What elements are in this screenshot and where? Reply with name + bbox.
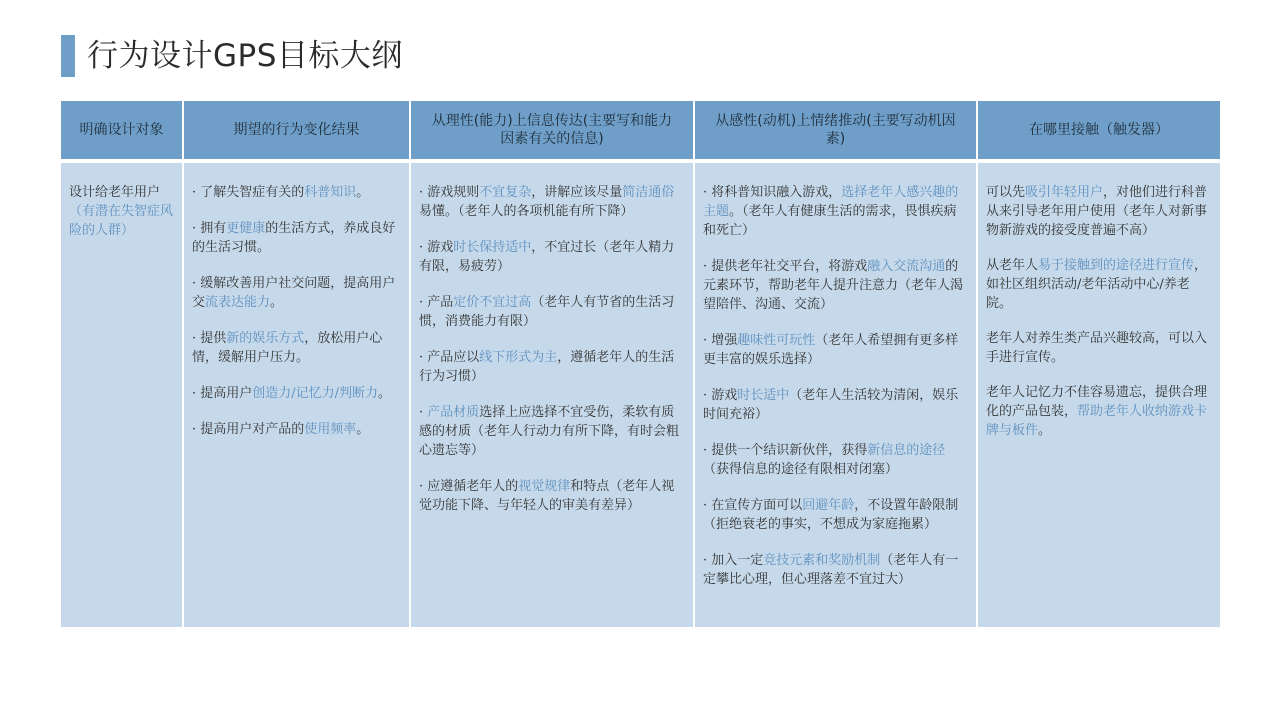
item-text: · 产品 <box>419 295 454 310</box>
item-text: ，放松用户心情，缓解用户压力。 <box>192 331 383 365</box>
highlight-text: 新信息的途径 <box>867 443 946 458</box>
highlight-text: 易于接触到的途径进行宣传 <box>1038 258 1195 273</box>
item-text: 。（老年人有健康生活的需求，畏惧疾病和死亡） <box>703 204 957 238</box>
highlight-text: 产品材质 <box>427 405 480 420</box>
target-user-note: （有潜在失智症风险的人群） <box>69 204 174 238</box>
list-item <box>192 329 401 367</box>
list-item <box>986 329 1212 367</box>
item-text: · 游戏 <box>419 240 454 255</box>
item-text: ，对他们进行科普从来引导老年用户使用（老年人对新事物新游戏的接受度普遍不高） <box>986 185 1208 238</box>
item-text: · 将科普知识融入游戏， <box>703 185 842 200</box>
list-item <box>703 183 968 240</box>
cell-trigger-touchpoint <box>978 163 1220 627</box>
item-text: （老年人有节省的生活习惯，消费能力有限） <box>419 295 675 329</box>
header-rational-info: 从理性(能力)上信息传达(主要写和能力因素有关的信息) <box>411 101 695 163</box>
highlight-text: 简洁通俗 <box>622 185 675 200</box>
item-text: · 提高用户 <box>192 386 253 401</box>
cell-emotional-motivation <box>695 163 978 627</box>
item-text: 。 <box>356 185 370 200</box>
item-text: ，讲解应该尽量 <box>531 185 623 200</box>
item-text: ，不宜过长（老年人精力有限，易疲劳） <box>419 240 675 274</box>
highlight-text: 时长保持适中 <box>453 240 532 255</box>
item-text: · 提供 <box>192 331 227 346</box>
item-text: · 了解失智症有关的 <box>192 185 305 200</box>
cell-rational-info <box>411 163 695 627</box>
item-text: 。 <box>356 422 370 437</box>
highlight-text: 不宜复杂 <box>479 185 532 200</box>
header-design-target: 明确设计对象 <box>61 101 184 163</box>
highlight-text: 趣味性可玩性 <box>737 333 816 348</box>
highlight-text: 选择老年人感兴趣的主题 <box>703 185 959 219</box>
highlight-text: 科普知识 <box>304 185 357 200</box>
item-text: · 提供老年社交平台，将游戏 <box>703 259 868 274</box>
list-item <box>703 496 968 534</box>
target-user-text: 设计给老年用户 <box>69 185 161 200</box>
highlight-text: 线下形式为主 <box>479 350 558 365</box>
highlight-text: 新的娱乐方式 <box>226 331 305 346</box>
list-item <box>192 183 401 202</box>
item-text: · 产品应以 <box>419 350 480 365</box>
item-text: · 提供一个结识新伙伴，获得 <box>703 443 868 458</box>
list-item <box>192 420 401 439</box>
list-item <box>986 383 1212 440</box>
item-text: 的生活方式，养成良好的生活习惯。 <box>192 221 396 255</box>
list-item <box>192 274 401 312</box>
highlight-text: 更健康 <box>226 221 266 236</box>
list-item <box>703 551 968 589</box>
item-text: （老年人希望拥有更多样更丰富的娱乐选择） <box>703 333 959 367</box>
list-item <box>703 331 968 369</box>
cell-expected-behavior <box>184 163 411 627</box>
highlight-text: 融入交流沟通 <box>867 259 946 274</box>
list-item <box>419 348 685 386</box>
highlight-text: 视觉规律 <box>518 479 571 494</box>
item-text: · 在宣传方面可以 <box>703 498 803 513</box>
item-text: 老年人记忆力不佳容易遗忘，提供合理化的产品包装， <box>986 385 1208 419</box>
item-text: ，不设置年龄限制（拒绝衰老的事实，不想成为家庭拖累） <box>703 498 959 532</box>
highlight-text: 竞技元素和奖励机制 <box>763 553 881 568</box>
item-text: ，如社区组织活动/老年活动中心/养老院。 <box>986 258 1208 311</box>
item-text: 老年人对养生类产品兴趣较高，可以入手进行宣传。 <box>986 331 1208 365</box>
item-text: 。 <box>378 386 392 401</box>
item-text: ，遵循老年人的生活行为习惯） <box>419 350 675 384</box>
highlight-text: 创造力/记忆力/判断力 <box>252 386 379 401</box>
list-item <box>419 403 685 460</box>
item-text: 的元素环节，帮助老年人提升注意力（老年人渴望陪伴、沟通、交流） <box>703 259 964 312</box>
table-header-row <box>61 101 1220 163</box>
list-item <box>419 238 685 276</box>
list-item <box>192 384 401 403</box>
list-item <box>419 477 685 515</box>
list-item <box>703 257 968 314</box>
list-item <box>986 256 1212 313</box>
list-item <box>986 183 1212 240</box>
table-row <box>61 163 1220 627</box>
item-text: · 增强 <box>703 333 738 348</box>
list-item <box>703 386 968 424</box>
highlight-text: 回避年龄 <box>802 498 855 513</box>
highlight-text: 时长适中 <box>737 388 790 403</box>
header-expected-behavior: 期望的行为变化结果 <box>184 101 411 163</box>
item-text: 。 <box>270 295 284 310</box>
item-text: （老年人生活较为清闲，娱乐时间充裕） <box>703 388 959 422</box>
highlight-text: 流表达能力 <box>205 295 271 310</box>
gps-outline-table <box>61 101 1220 627</box>
item-text: · 拥有 <box>192 221 227 236</box>
cell-design-target <box>61 163 184 627</box>
highlight-text: 吸引年轻用户 <box>1025 185 1104 200</box>
list-item <box>419 293 685 331</box>
list-item <box>703 441 968 479</box>
item-text: 。 <box>1038 423 1052 438</box>
title-accent-bar <box>61 35 75 77</box>
item-text: · 应遵循老年人的 <box>419 479 519 494</box>
list-item <box>192 219 401 257</box>
highlight-text: 帮助老年人收纳游戏卡牌与板件 <box>986 404 1208 438</box>
item-text: · 缓解改善用户社交问题，提高用户交 <box>192 276 396 310</box>
highlight-text: 使用频率 <box>304 422 357 437</box>
header-trigger-touchpoint: 在哪里接触（触发器） <box>978 101 1220 163</box>
item-text: · 加入一定 <box>703 553 764 568</box>
item-text: · <box>419 405 428 420</box>
item-text: 易懂。（老年人的各项机能有所下降） <box>419 204 634 219</box>
item-text: · 游戏规则 <box>419 185 480 200</box>
item-text: · 游戏 <box>703 388 738 403</box>
item-text: （获得信息的途径有限相对闭塞） <box>703 462 899 477</box>
item-text: 可以先 <box>986 185 1026 200</box>
header-emotional-motivation: 从感性(动机)上情绪推动(主要写动机因素) <box>695 101 978 163</box>
highlight-text: 定价不宜过高 <box>453 295 532 310</box>
item-text: · 提高用户对产品的 <box>192 422 305 437</box>
item-text: 从老年人 <box>986 258 1039 273</box>
list-item <box>419 183 685 221</box>
item-text: （老年人有一定攀比心理，但心理落差不宜过大） <box>703 553 959 587</box>
item-text: 和特点（老年人视觉功能下降、与年轻人的审美有差异） <box>419 479 675 513</box>
item-text: 选择上应选择不宜受伤，柔软有质感的材质（老年人行动力有所下降，有时会粗心遗忘等） <box>419 405 680 458</box>
page-title: 行为设计GPS目标大纲 <box>87 38 403 74</box>
